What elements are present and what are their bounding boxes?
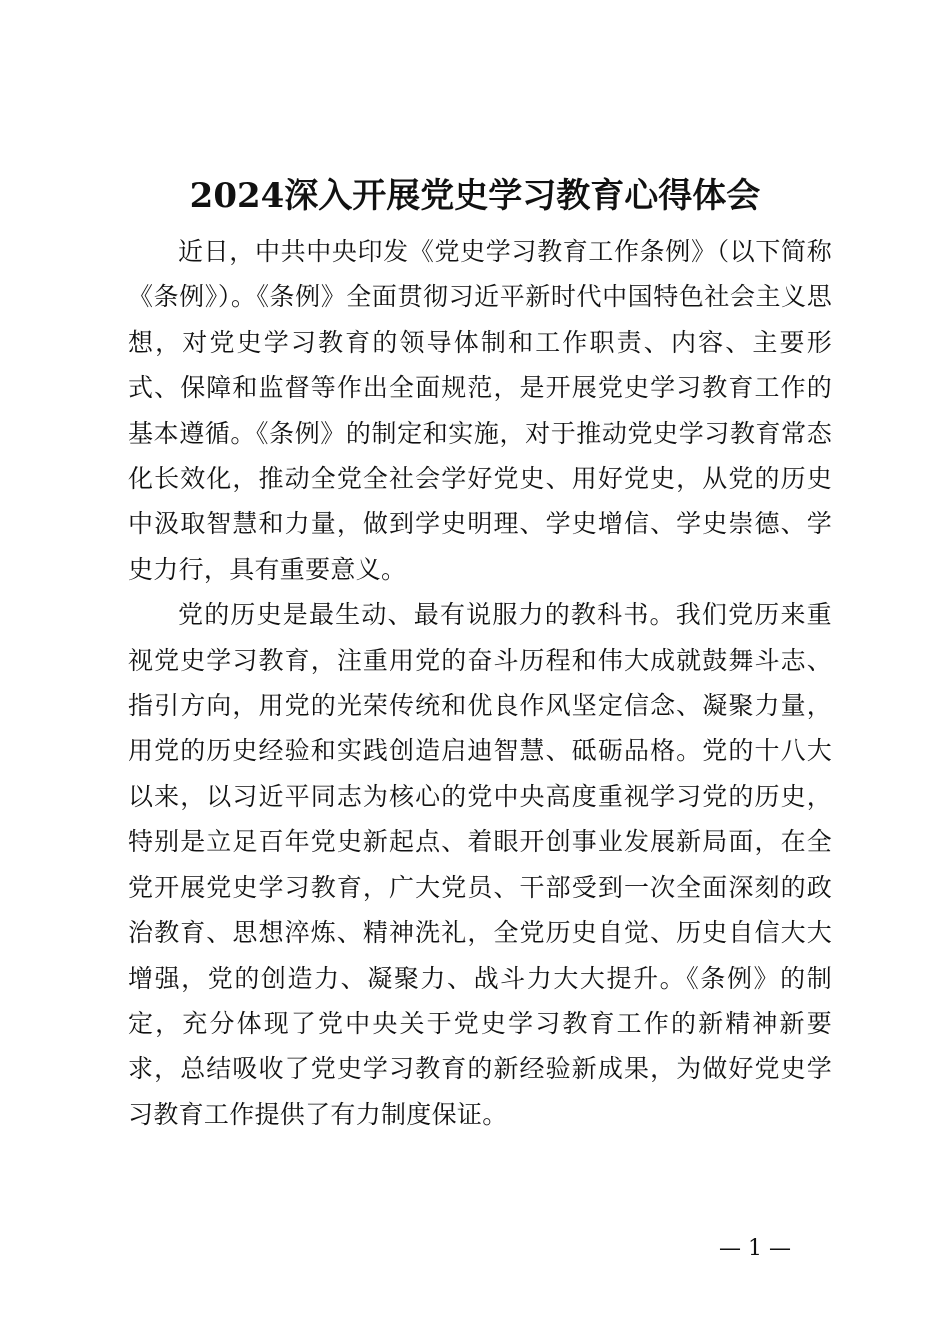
page-number: — 1 — (719, 1236, 791, 1261)
document-body (128, 229, 832, 1137)
paragraph-2: 党的历史是最生动、最有说服力的教科书。我们党历来重视党史学习教育，注重用党的奋斗历程和伟大成就鼓舞斗志、指引方向，用党的光荣传统和优良作风坚定信念、凝聚力量，用党的历史经验和实践创造启迪智慧、砥砺品格。党的十八大以来，以习近平同志为核心的党中央高度重视学习党的历史，特别是立足百年党史新起点、着眼开创事业发展新局面，在全党开展党史学习教育，广大党员、干部受到一次全面深刻的政治教育、思想淬炼、精神洗礼，全党历史自觉、历史自信大大增强，党的创造力、凝聚力、战斗力大大提升。《条例》的制定，充分体现了党中央关于党史学习教育工作的新精神新要求，总结吸收了党史学习教育的新经验新成果，为做好党史学习教育工作提供了有力制度保证。 (128, 600, 832, 1129)
document-title: 2024深入开展党史学习教育心得体会 (189, 176, 761, 216)
paragraph-1: 近日，中共中央印发《党史学习教育工作条例》（以下简称《条例》）。《条例》全面贯彻习近平新时代中国特色社会主义思想，对党史学习教育的领导体制和工作职责、内容、主要形式、保障和监督等作出全面规范，是开展党史学习教育工作的基本遵循。《条例》的制定和实施，对于推动党史学习教育常态化长效化，推动全党全社会学好党史、用好党史，从党的历史中汲取智慧和力量，做到学史明理、学史增信、学史崇德、学史力行，具有重要意义。 (128, 237, 832, 584)
